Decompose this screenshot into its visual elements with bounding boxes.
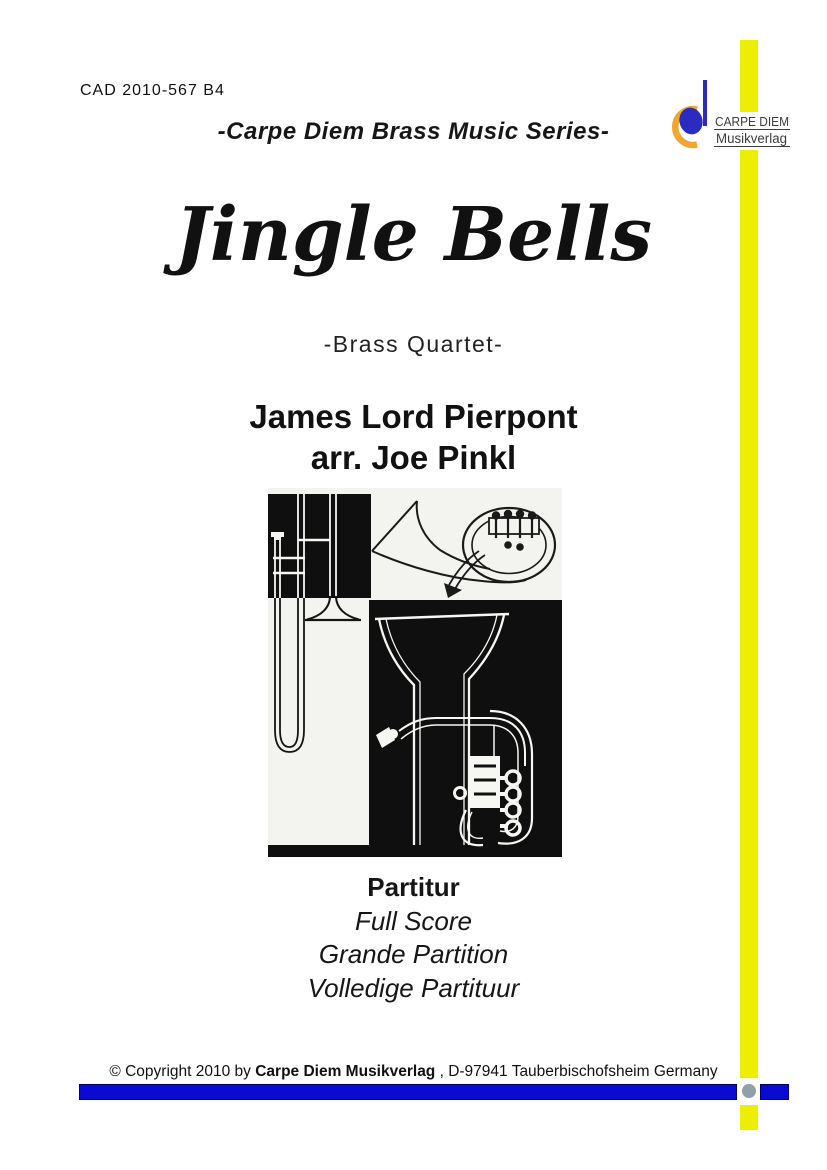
composer-block [0, 396, 827, 478]
logo-type: Musikverlag [716, 131, 787, 146]
artwork-black-band [268, 845, 562, 857]
score-label-de: Partitur [367, 872, 460, 902]
logo-name: CARPE DIEM [715, 114, 789, 129]
score-label-fr: Grande Partition [318, 939, 509, 969]
footer-bar-left [79, 1084, 737, 1100]
footer-bar-right [760, 1084, 789, 1100]
page-title: Jingle Bells [174, 192, 653, 278]
footer-dot [742, 1084, 756, 1098]
score-label-nl: Volledige Partituur [307, 972, 520, 1003]
artwork-black-square [268, 494, 371, 598]
brass-quartet-artwork [268, 488, 562, 857]
copyright-publisher: Carpe Diem Musikverlag [255, 1063, 436, 1080]
copyright-line [0, 1063, 827, 1081]
arranger-line: arr. Joe Pinkl [310, 439, 517, 476]
ensemble-subtitle: -Brass Quartet- [323, 331, 504, 357]
accent-stripe-bottom [740, 1105, 758, 1130]
series-title: -Carpe Diem Brass Music Series- [217, 118, 610, 145]
tuba-valve-block [470, 756, 500, 808]
score-labels [0, 871, 827, 1005]
copyright-prefix: © Copyright 2010 by [109, 1063, 251, 1080]
catalog-number: CAD 2010-567 B4 [80, 82, 225, 99]
composer-line: James Lord Pierpont [249, 398, 578, 435]
copyright-suffix: , D-97941 Tauberbischofsheim Germany [439, 1063, 718, 1080]
score-label-en: Full Score [354, 905, 473, 936]
